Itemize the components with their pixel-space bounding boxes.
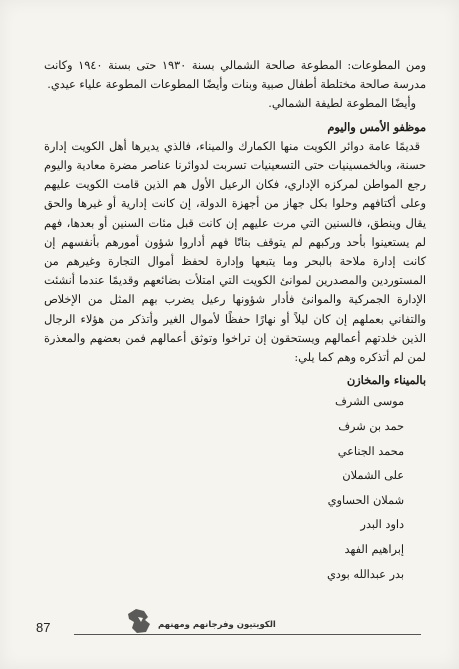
body-text bbox=[44, 56, 426, 587]
list-item: إبراهيم الفهد bbox=[344, 543, 404, 557]
list-item: على الشملان bbox=[342, 469, 404, 483]
subheading-port-warehouses: بالميناء والمخازن bbox=[346, 373, 426, 388]
list-item: حمد بن شرف bbox=[338, 420, 404, 434]
list-item: موسى الشرف bbox=[335, 395, 404, 409]
list-item: شملان الحساوي bbox=[327, 493, 404, 507]
section-heading: موظفو الأمس واليوم bbox=[327, 119, 426, 134]
footer-rule bbox=[74, 634, 421, 635]
page-footer bbox=[26, 606, 433, 636]
running-title: الكويتيون وفرجانهم ومهنهم bbox=[158, 620, 276, 630]
kuwait-map-icon bbox=[124, 606, 154, 636]
paragraph-teachers: ومن المطوعات: المطوعة صالحة الشمالي بسنة ١٩٣٠ حتى بسنة ١٩٤٠ وكانت مدرسة صالحة مختلطة أطفال صبية وبنات وأيضًا المطوعات المطوعة علياء عيدي. bbox=[44, 59, 426, 92]
list-item: محمد الجناعي bbox=[337, 444, 404, 458]
list-item: بدر عبدالله بودي bbox=[326, 567, 404, 581]
paragraph-teacher-latifa: وأيضًا المطوعة لطيفة الشمالي. bbox=[268, 97, 416, 111]
page-number: 87 bbox=[36, 620, 51, 635]
list-item: داود البدر bbox=[360, 518, 404, 532]
paragraph-employees: قديمًا عامة دوائر الكويت منها الكمارك والميناء، فالذي يديرها أهل الكويت إدارة حسنة، وبالخمسينيات حتى التسعينيات تسربت لدوائرنا عناصر مضرة معادية واليوم رجع المواطن لمركزه الإداري، فكان الرعيل الأول هم الذين قامت الكويت عليهم وعلى أكتافهم وحلوا بكل جهاز من أجهزة الدولة، إن كانت إدارية أو غيرها والحق يقال وينطق، فالسنين التي مرت عليهم إن كانت قبل مئات السنين أو بعدها، فهم لم يستعينوا بأحد وركبهم لم يتوقف بتاتًا فهم أداروا شؤون أمورهم بأنفسهم إن كانت إدارة ملاحة بالبحر وما يتبعها وإدارة لحفظ أموال التجارة وغيرهم من المستوردين والمصدرين لموانئ الكويت التي امتلأت بضائعهم وقديمًا عندما أنشئت الإدارة الجمركية والموانئ فأدار شؤونها رعيل يضرب بهم المثل من الإخلاص والتفاني بعملهم إن كان ليلاً أو نهارًا حفظًا لأموال الغير وأتذكر من هؤلاء الرجال الذين خلدتهم أعمالهم ويستحقون إن تراخوا وتوثق أعمالهم فمن بعضهم والمعذرة لمن لم أتذكره وهم كما يلي: bbox=[44, 139, 426, 365]
names-list bbox=[44, 390, 426, 587]
